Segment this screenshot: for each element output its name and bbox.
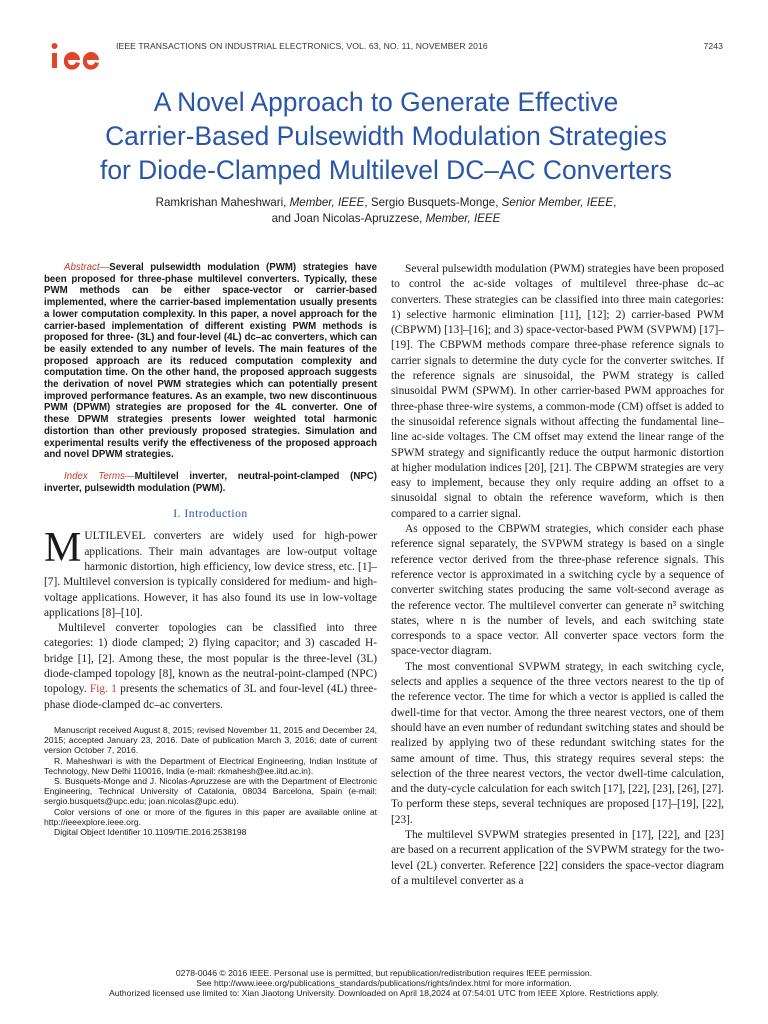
drop-cap: M <box>44 525 82 572</box>
abstract <box>44 262 377 461</box>
intro-p2-text-a: Multilevel converter topologies can be classified into three categories: 1) diode clamped; 2) flying capacitor; and 3) cascaded H-bridge [1], [2]. Among these, the most popular is the three-level (3L) diode-clamped topology [8], known as the neutral-point-clamped (NPC) topology. <box>44 622 377 696</box>
author-1-name: Ramkrishan Maheshwari, <box>155 196 290 209</box>
right-paragraph-1: Several pulsewidth modulation (PWM) strategies have been proposed to control the ac-side voltages of multilevel three-phase dc–ac converters. These strategies can be classified into three main categories: 1) selective harmonic elimination [11], [12]; 2) carrier-based PWM (CBPWM) [13]–[16]; and 3) space-vector-based PWM (SVPWM) [17]–[19]. The CBPWM methods compare three-phase reference signals to carrier signals to determine the duty cycle for the converter switches. If the reference signals are sinusoidal, the PWM strategy is called sinusoidal PWM (SPWM). In other carrier-based PWM approaches for three-phase three-wire systems, a common-mode (CM) offset is added to the sinusoidal reference signals without affecting the fundamental line–line ac-side voltages. The CM offset may extend the linear range of the SPWM strategy and significantly reduce the output harmonic distortion at higher modulation indices [20], [21]. The CBPWM strategies are very easy to implement, because they only require adding an offset to a sinusoidal signal to obtain the reference waveform, which is then compared to a carrier signal. <box>391 263 724 520</box>
copyright-line-2: See http://www.ieee.org/publications_standards/publications/rights/index.html for more information. <box>196 978 572 989</box>
copyright-line-1: 0278-0046 © 2016 IEEE. Personal use is permitted, but republication/redistribution requires IEEE permission. <box>175 968 593 978</box>
intro-paragraph-2 <box>44 621 377 713</box>
intro-paragraph-1 <box>44 525 377 621</box>
footnote-doi: Digital Object Identifier 10.1109/TIE.2016.2538198 <box>54 826 247 837</box>
left-column <box>44 262 377 837</box>
index-terms-label: Index Terms— <box>64 470 135 482</box>
right-paragraph-2: As opposed to the CBPWM strategies, which consider each phase reference signal separately, the SVPWM strategy is based on a single reference vector derived from the three-phase reference signals. This reference vector is approximated in a switching cycle by a sequence of converter switching states producing the same volt-second average as the reference vector. The multilevel converter can generate n³ switching states, where n is the number of levels, and each switching state corresponds to a space vector. All converter space vectors form the space-vector diagram. <box>391 523 724 658</box>
title-line-1: A Novel Approach to Generate Effective <box>153 87 619 117</box>
title-line-2: Carrier-Based Pulsewidth Modulation Strategies <box>105 121 667 151</box>
section-heading-introduction: I. Introduction <box>173 507 248 521</box>
paper-title <box>30 85 742 187</box>
title-line-3: for Diode-Clamped Multilevel DC–AC Converters <box>100 155 672 185</box>
footnote-authors-2-3: S. Busquets-Monge and J. Nicolas-Apruzzese are with the Department of Electronic Engineering, Technical University of Catalonia, 08034 Barcelona, Spain (e-mail: sergio.busquets@upc.edu; joan.nicolas@upc.edu). <box>44 775 377 807</box>
right-paragraph-3: The most conventional SVPWM strategy, in each switching cycle, selects and applies a sequence of the three vectors nearest to the tip of the reference vector. The time for which a vector is applied is called the dwell-time for that vector. Among the three nearest vectors, one of them should have an even number of redundant switching states and should be realized by applying two of these redundant switching states for the same amount of time. Thus, this strategy requires several steps: the selection of the three nearest vectors, the vector dwell-time calculation, and the duty-cycle calculation for each switch [17], [22], [23], [26], [27]. To perform these steps, several techniques are proposed [17]–[19], [22], [23]. <box>391 660 724 826</box>
journal-info: IEEE TRANSACTIONS ON INDUSTRIAL ELECTRONICS, VOL. 63, NO. 11, NOVEMBER 2016 <box>116 41 488 51</box>
page-number: 7243 <box>703 41 723 51</box>
intro-p2-text-b: presents the schematics of 3L and four-level (4L) three-phase diode-clamped dc–ac converters. <box>44 683 378 711</box>
index-terms-text: Multilevel inverter, neutral-point-clamped (NPC) inverter, pulsewidth modulation (PWM). <box>44 470 377 494</box>
ieee-logo-mark <box>50 40 108 72</box>
author-2-name: , Sergio Busquets-Monge, <box>364 196 502 209</box>
ieee-logo <box>50 40 108 72</box>
abstract-label: Abstract— <box>64 262 110 273</box>
footnote-color-versions: Color versions of one or more of the figures in this paper are available online at http://ieeexplore.ieee.org. <box>44 806 377 827</box>
footnote-author-1: R. Maheshwari is with the Department of Electrical Engineering, Indian Institute of Technology, New Delhi 110016, India (e-mail: rkmahesh@ee.iitd.ac.in). <box>44 755 377 776</box>
author-list <box>30 195 742 227</box>
author-3-name: and Joan Nicolas-Apruzzese, <box>271 212 426 225</box>
author-line-1 <box>30 195 742 211</box>
footnote-manuscript: Manuscript received August 8, 2015; revised November 11, 2015 and December 24, 2015; accepted January 23, 2016. Date of publication March 3, 2016; date of current version October 7, 2016. <box>44 724 377 756</box>
copyright-footer <box>40 968 728 999</box>
right-column <box>391 262 724 889</box>
author-line-2 <box>30 211 742 227</box>
author-2-role: Senior Member, IEEE <box>501 196 614 209</box>
right-paragraph-4: The multilevel SVPWM strategies presented in [17], [22], and [23] are based on a recurrent application of the SVPWM strategy for the two-level (2L) converter. Reference [22] considers the space-vector diagram of a multilevel converter as a <box>391 828 724 887</box>
figure-1-link[interactable]: Fig. 1 <box>89 683 117 696</box>
footnotes <box>44 725 377 837</box>
author-1-role: Member, IEEE <box>289 196 365 209</box>
index-terms <box>44 471 377 494</box>
abstract-text: Several pulsewidth modulation (PWM) strategies have been proposed for three-phase multilevel converters. Typically, these PWM methods can be either space-vector or carrier-based implemented, where the carrier-based implementation usually presents a lower computation complexity. In this paper, a novel approach for the carrier-based implementation of different existing PWM methods is proposed for three- (3L) and four-level (4L) dc–ac converters, which can be easily extended to any number of levels. The main features of the proposed approach are its reduced computation complexity and computation time. On the other hand, the proposed approach suggests the derivation of novel PWM strategies which can potentially present improved performance features. As an example, two new discontinuous PWM (DPWM) strategies are proposed for the 4L converter. One of these DPWM strategies presents lower weighted total harmonic distortion than other previously proposed strategies. Simulation and experimental results verify the effectiveness of the proposed approach and novel DPWM strategies. <box>44 262 377 461</box>
copyright-line-3: Authorized licensed use limited to: Xian Jiaotong University. Downloaded on April 18,2024 at 07:54:01 UTC from IEEE Xplore. Restrictions apply. <box>109 988 659 999</box>
intro-p1-text: ULTILEVEL converters are widely used for high-power applications. Their main advantages are low-output voltage harmonic distortion, high efficiency, low device stress, etc. [1]–[7]. Multilevel conversion is typically considered for medium- and high-voltage applications. However, it has also found its use in low-voltage applications [8]–[10]. <box>44 530 377 619</box>
author-2-tail: , <box>613 196 617 209</box>
author-3-role: Member, IEEE <box>425 212 501 225</box>
running-head <box>116 41 723 51</box>
